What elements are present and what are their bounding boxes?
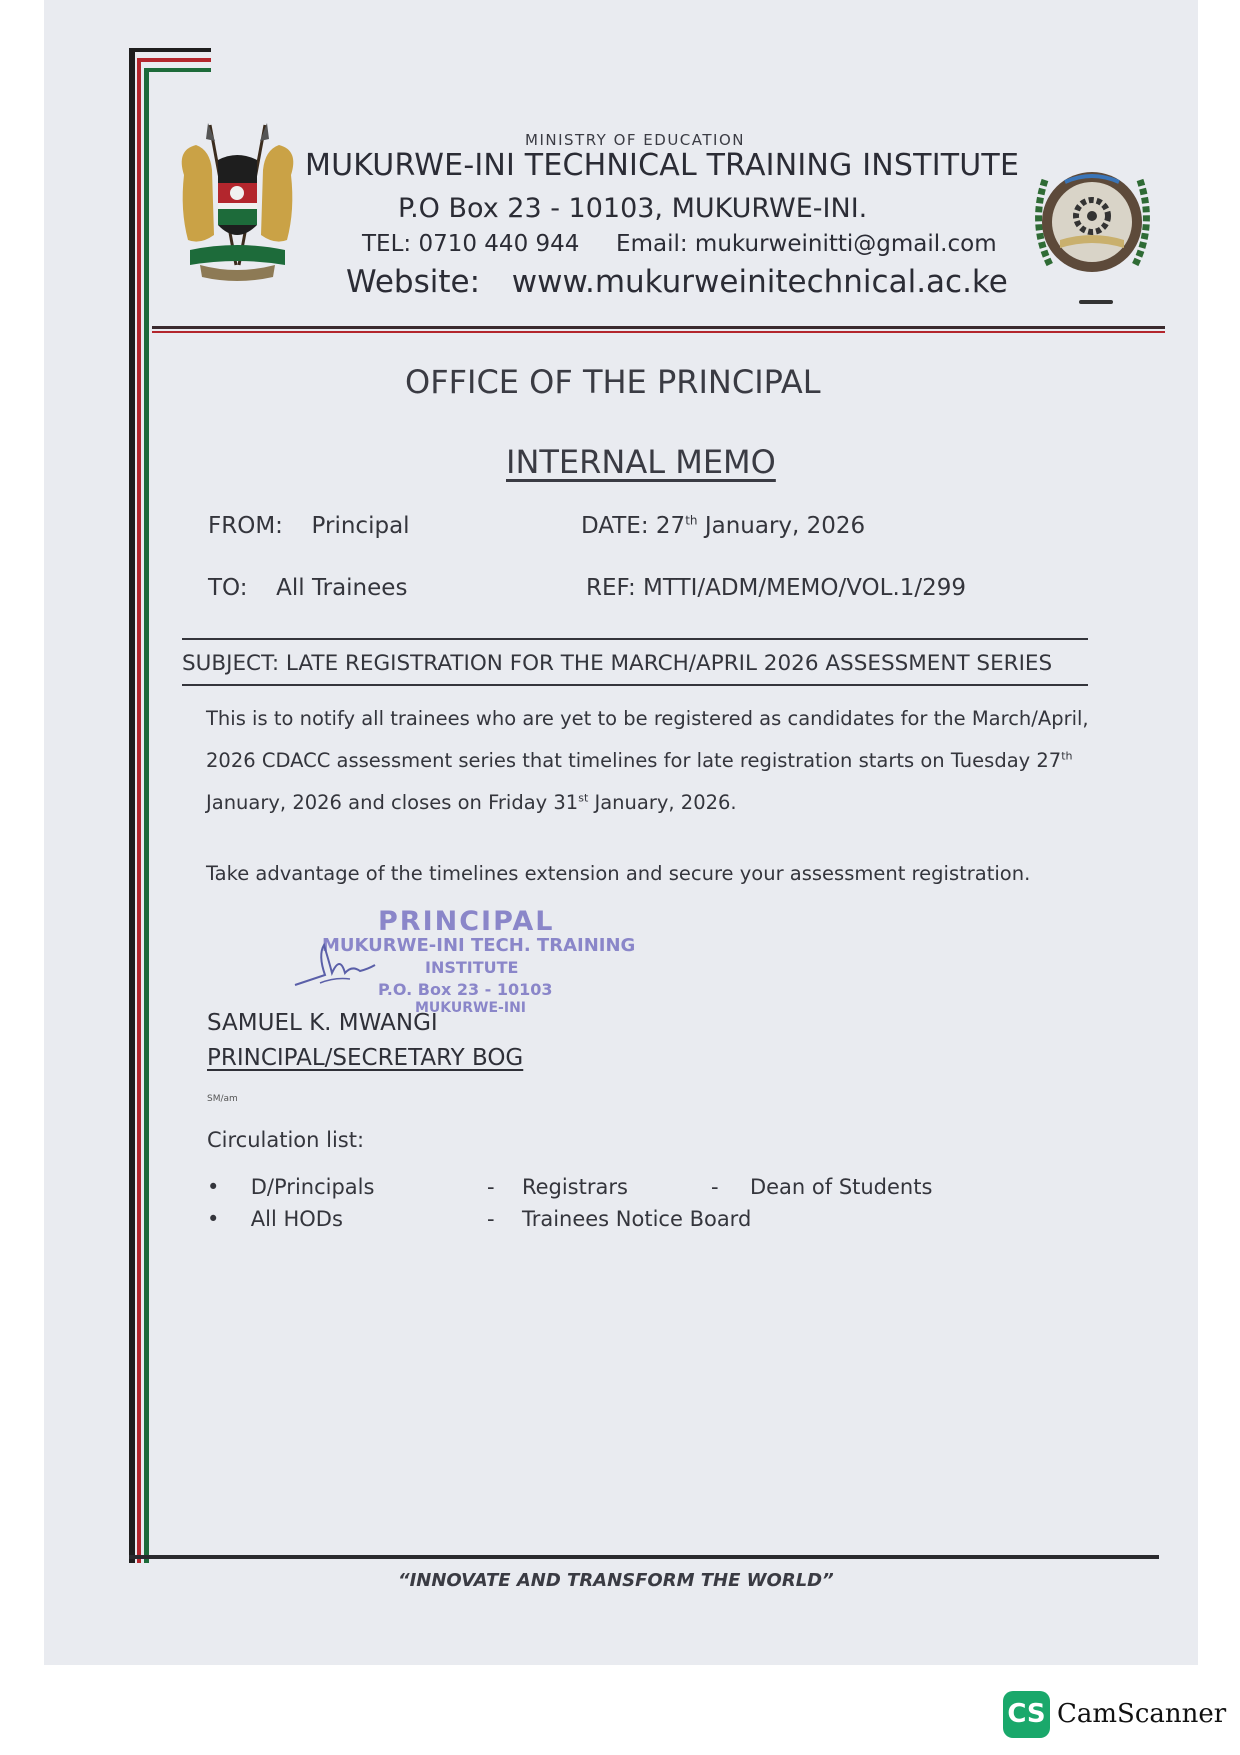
website-url: www.mukurweinitechnical.ac.ke <box>511 264 1008 300</box>
kenya-coat-of-arms-icon <box>170 115 305 285</box>
body-line-1: This is to notify all trainees who are yet to be registered as candidates for the March/April, <box>206 707 1089 730</box>
telephone: TEL: 0710 440 944 <box>362 231 580 257</box>
circulation-notice-board: Trainees Notice Board <box>521 1207 752 1231</box>
email: Email: mukurweinitti@gmail.com <box>616 231 997 257</box>
circulation-all-hods: All HODs <box>250 1207 343 1231</box>
website-line <box>346 264 1008 300</box>
stamp-line-3: INSTITUTE <box>425 958 519 977</box>
ref-field <box>586 575 966 601</box>
institute-emblem-icon <box>1025 140 1160 315</box>
body-line-3-sup: st <box>578 791 589 805</box>
footer-motto: “INNOVATE AND TRANSFORM THE WORLD” <box>398 1570 834 1591</box>
bullet-icon: • <box>207 1207 220 1231</box>
body-line-3-text: January, 2026 and closes on Friday 31 <box>206 791 579 814</box>
dash-icon: - <box>487 1175 495 1199</box>
to-label: TO: <box>208 575 248 601</box>
body-line-3 <box>206 791 737 814</box>
stamp-line-1: PRINCIPAL <box>378 906 555 937</box>
circulation-item <box>487 1207 751 1231</box>
signatory-name: SAMUEL K. MWANGI <box>207 1010 438 1036</box>
stamp-line-5: MUKURWE-INI <box>415 1000 527 1016</box>
from-value: Principal <box>311 513 410 539</box>
signatory-initials: SM/am <box>207 1094 238 1104</box>
date-sup: th <box>685 513 698 528</box>
postal-address: P.O Box 23 - 10103, MUKURWE-INI. <box>398 193 868 224</box>
ref-value: MTTI/ADM/MEMO/VOL.1/299 <box>643 575 967 601</box>
subject-rule-top <box>182 638 1088 640</box>
circulation-item <box>207 1207 343 1231</box>
to-value: All Trainees <box>276 575 408 601</box>
bullet-icon: • <box>207 1175 220 1199</box>
dash-icon: - <box>711 1175 719 1199</box>
body-line-4: Take advantage of the timelines extension and secure your assessment registration. <box>206 862 1031 885</box>
body-line-2 <box>206 749 1073 772</box>
body-line-2-text: 2026 CDACC assessment series that timelines for late registration starts on Tuesday 27 <box>206 749 1062 772</box>
subject-line: SUBJECT: LATE REGISTRATION FOR THE MARCH/APRIL 2026 ASSESSMENT SERIES <box>182 651 1053 676</box>
office-title: OFFICE OF THE PRINCIPAL <box>405 363 821 401</box>
circulation-item <box>207 1175 374 1199</box>
to-field <box>208 575 407 601</box>
body-line-3-end: January, 2026. <box>588 791 737 814</box>
website-label: Website: <box>346 264 481 300</box>
circulation-label: Circulation list: <box>207 1128 365 1152</box>
from-label: FROM: <box>208 513 283 539</box>
stamp-line-4: P.O. Box 23 - 10103 <box>378 980 553 999</box>
signatory-title: PRINCIPAL/SECRETARY BOG <box>207 1045 524 1071</box>
dash-icon: - <box>487 1207 495 1231</box>
stamp-line-2: MUKURWE-INI TECH. TRAINING <box>322 935 636 956</box>
circulation-item <box>711 1175 932 1199</box>
date-label: DATE: <box>581 513 649 539</box>
subject-rule-bottom <box>182 684 1088 686</box>
signature-icon <box>290 935 380 995</box>
camscanner-logo-icon: CS <box>1003 1691 1050 1738</box>
circulation-d-principals: D/Principals <box>250 1175 375 1199</box>
body-line-2-sup: th <box>1061 749 1073 763</box>
date-day: 27 <box>655 513 686 539</box>
camscanner-watermark: CamScanner <box>1057 1699 1227 1729</box>
ref-label: REF: <box>586 575 636 601</box>
from-field <box>208 513 410 539</box>
circulation-item <box>487 1175 628 1199</box>
institute-name: MUKURWE-INI TECHNICAL TRAINING INSTITUTE <box>305 148 1020 183</box>
circulation-dean: Dean of Students <box>749 1175 933 1199</box>
memo-title: INTERNAL MEMO <box>506 443 776 481</box>
date-field <box>581 513 865 539</box>
contact-line <box>362 231 997 257</box>
ministry-label: MINISTRY OF EDUCATION <box>525 131 745 149</box>
date-rest: January, 2026 <box>704 513 866 539</box>
circulation-registrars: Registrars <box>521 1175 628 1199</box>
